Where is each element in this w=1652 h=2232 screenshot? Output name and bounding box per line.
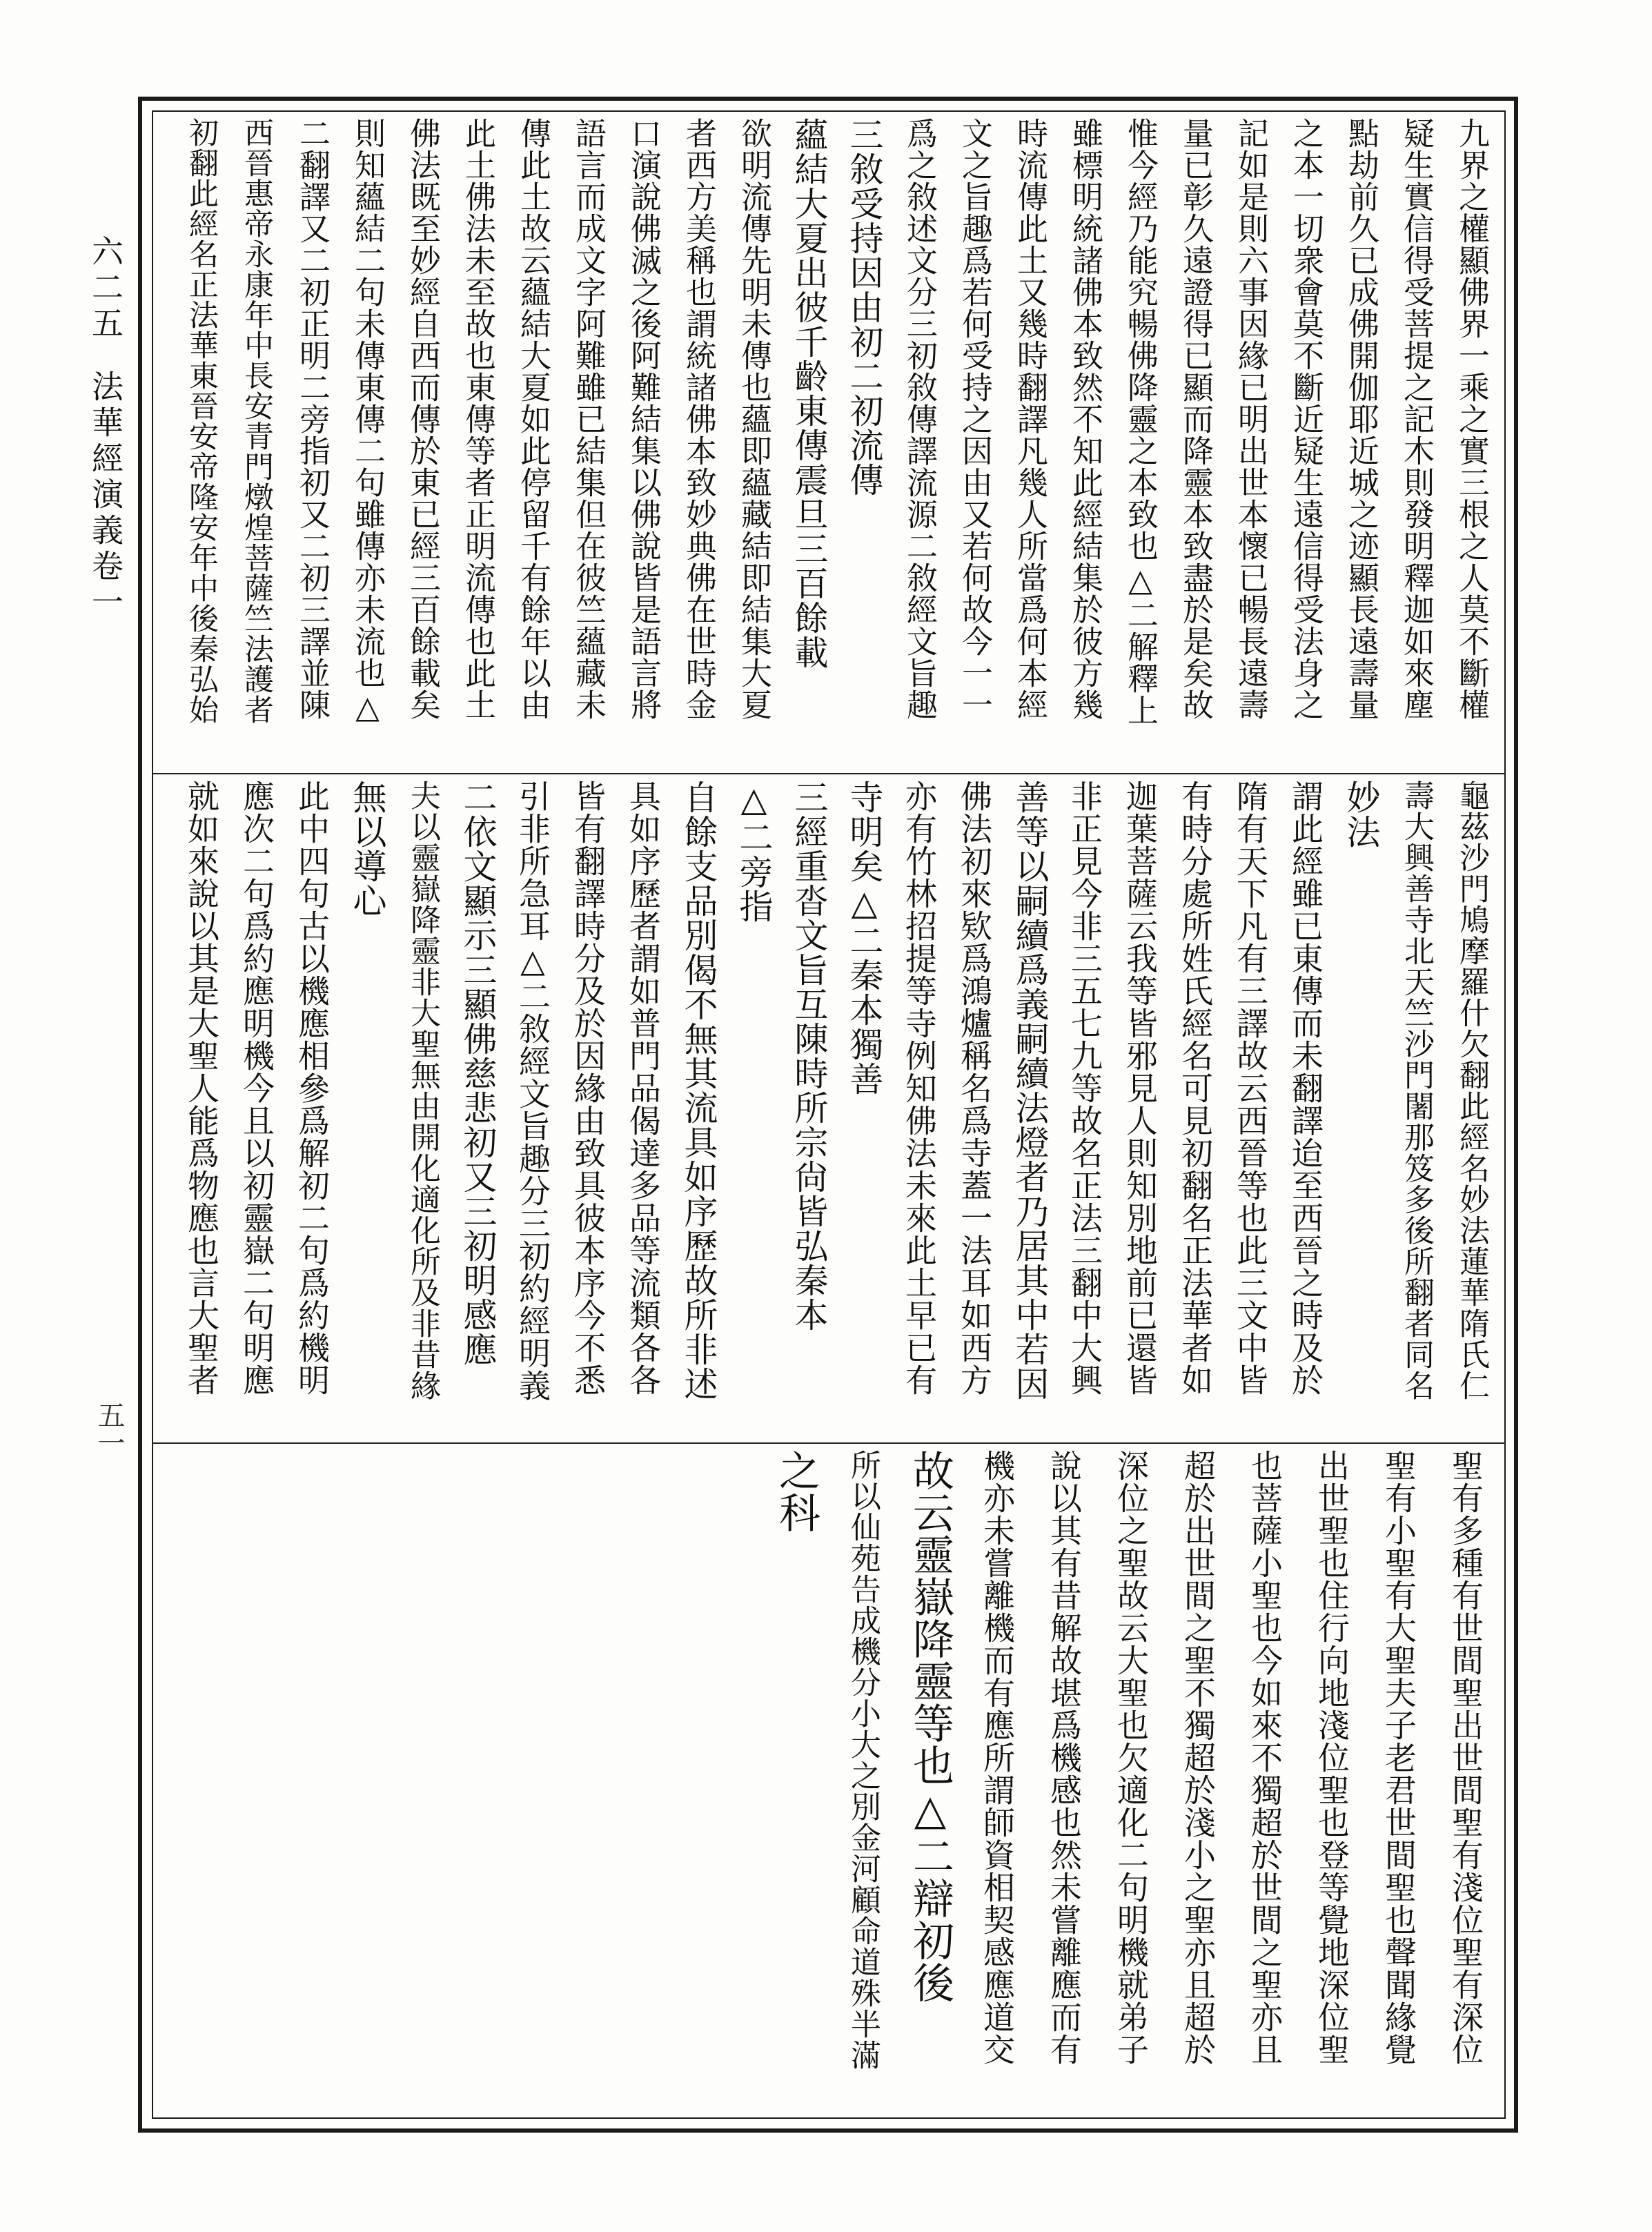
text-column: 蘊結大夏出彼千齡東傳震旦三百餘載 bbox=[789, 117, 829, 669]
text-column: 迦葉菩薩云我等皆邪見人則知別地前已還皆 bbox=[1121, 780, 1159, 1396]
text-column: 應次二句爲約應明機今且以初靈嶽二句明應 bbox=[238, 780, 275, 1396]
text-column: △二旁指 bbox=[734, 780, 774, 923]
text-column: 文之旨趣爲若何受持之因由又若何故今一一 bbox=[956, 117, 993, 721]
text-column: 疑生實信得受菩提之記木則發明釋迦如來塵 bbox=[1398, 117, 1435, 721]
text-column: 隋有天下凡有三譯故云西晉等也此三文中皆 bbox=[1232, 780, 1269, 1396]
text-column: 超於出世間之聖不獨超於淺小之聖亦且超於 bbox=[1179, 1449, 1217, 2066]
text-column: 亦有竹林招提等寺例知佛法未來此土早已有 bbox=[901, 780, 938, 1396]
text-column: 引非所急耳△二敘經文旨趣分三初約經明義 bbox=[514, 780, 551, 1402]
text-column: 有時分處所姓氏經名可見初翻名正法華者如 bbox=[1177, 780, 1214, 1396]
text-column: 佛法既至妙經自西而傳於東已經三百餘載矣 bbox=[404, 117, 441, 721]
text-column: 皆有翻譯時分及於因緣由致具彼本序今不悉 bbox=[569, 780, 607, 1396]
text-column: 出世聖也住行向地淺位聖也登等覺地深位聖 bbox=[1313, 1449, 1350, 2066]
book-title: 法華經演義卷一 bbox=[87, 370, 124, 621]
text-column: 深位之聖故云大聖也欠適化二句明機就弟子 bbox=[1112, 1449, 1150, 2066]
text-column: 此土佛法未至故也東傳等者正明流傳也此土 bbox=[460, 117, 496, 721]
text-column: 自餘支品別偈不無其流具如序歷故所非述 bbox=[679, 780, 718, 1401]
text-column: 也菩薩小聖也今如來不獨超於世間之聖亦且 bbox=[1246, 1449, 1284, 2066]
text-column: 謂此經雖已東傳而未翻譯迨至西晉之時及於 bbox=[1287, 780, 1324, 1396]
text-column: 三敘受持因由初二初流傳 bbox=[845, 117, 884, 497]
text-column: 時流傳此土又幾時翻譯凡幾人所當爲何本經 bbox=[1012, 117, 1048, 721]
page-number: 六二五 bbox=[87, 235, 124, 342]
text-block-middle bbox=[159, 780, 1499, 1436]
margin-header bbox=[83, 235, 128, 621]
section-divider-lower bbox=[152, 1442, 1506, 1444]
text-column: 惟今經乃能究暢佛降靈之本致也△二解釋上 bbox=[1122, 117, 1159, 726]
text-column: 壽大興善寺北天竺沙門闍那笈多後所翻者同名 bbox=[1399, 780, 1434, 1401]
text-column: 故云靈嶽降靈等也△二辯初後 bbox=[906, 1449, 954, 2004]
text-column: 初翻此經名正法華東晉安帝隆安年中後秦弘始 bbox=[184, 117, 219, 725]
text-column: 寺明矣△二秦本獨善 bbox=[845, 780, 884, 1096]
text-column: 無以導心 bbox=[348, 780, 387, 918]
text-column: 就如來說以其是大聖人能爲物應也言大聖者 bbox=[183, 780, 220, 1396]
text-column: 口演說佛滅之後阿難結集以佛說皆是語言將 bbox=[625, 117, 662, 721]
text-column: 傳此土故云蘊結大夏如此停留千有餘年以由 bbox=[515, 117, 551, 721]
text-column: 說以其有昔解故堪爲機感也然未嘗離應而有 bbox=[1045, 1449, 1083, 2066]
text-column: 所以仙苑告成機分小大之別金河顧命道殊半滿 bbox=[845, 1449, 881, 2071]
text-column: 聖有多種有世間聖出世間聖有淺位聖有深位 bbox=[1447, 1449, 1484, 2066]
text-column: 聖有小聖有大聖夫子老君世間聖也聲聞緣覺 bbox=[1380, 1449, 1417, 2066]
text-column: 佛法初來欵爲鴻爐稱名爲寺蓋一法耳如西方 bbox=[956, 780, 993, 1396]
text-column: 雖標明統諸佛本致然不知此經結集於彼方幾 bbox=[1067, 117, 1103, 721]
text-column: 爲之敘述文分三初敘傳譯流源二敘經文旨趣 bbox=[901, 117, 938, 721]
text-column: 妙法 bbox=[1341, 780, 1381, 849]
text-column: 語言而成文字阿難雖已結集但在彼竺蘊藏未 bbox=[570, 117, 607, 721]
text-column: 則知蘊結二句未傳東傳二句雖傳亦未流也△ bbox=[349, 117, 386, 726]
text-column: 二翻譯又二初正明二旁指初又二初三譯並陳 bbox=[294, 117, 331, 721]
text-column: 具如序歷者謂如普門品偈達多品等流類各各 bbox=[625, 780, 662, 1396]
text-column: 非正見今非三五七九等故名正法三翻中大興 bbox=[1066, 780, 1103, 1396]
text-column: 九界之權顯佛界一乘之實三根之人莫不斷權 bbox=[1453, 117, 1490, 721]
text-column: 欲明流傳先明未傳也蘊即蘊藏結即結集大夏 bbox=[736, 117, 772, 721]
text-column: 之科 bbox=[772, 1449, 820, 1534]
text-column: 量已彰久遠證得已顯而降靈本致盡於是矣故 bbox=[1177, 117, 1214, 721]
text-column: 二依文顯示三顯佛慈悲初又三初明感應 bbox=[458, 780, 498, 1367]
text-column: 之本一切衆會莫不斷近疑生遠信得受法身之 bbox=[1288, 117, 1324, 721]
folio-number: 五一 bbox=[93, 1401, 125, 1456]
text-column: 西晉惠帝永康年中長安青門燉煌菩薩竺法護者 bbox=[239, 117, 274, 725]
text-column: 機亦未嘗離機而有應所謂師資相契感應道交 bbox=[979, 1449, 1016, 2066]
text-column: 記如是則六事因緣已明出世本懷已暢長遠壽 bbox=[1232, 117, 1269, 721]
text-block-top bbox=[159, 117, 1499, 766]
text-column: 善等以嗣續爲義嗣續法燈者乃居其中若因 bbox=[1010, 780, 1050, 1401]
text-block-bottom bbox=[159, 1449, 1499, 2112]
text-column: 者西方美稱也謂統諸佛本致妙典佛在世時金 bbox=[680, 117, 717, 721]
text-column: 夫以靈嶽降靈非大聖無由開化適化所及非昔緣 bbox=[405, 780, 440, 1401]
text-column: 三經重沓文旨互陳時所宗尙皆弘秦本 bbox=[789, 780, 829, 1332]
text-column: 點劫前久已成佛開伽耶近城之迹顯長遠壽量 bbox=[1343, 117, 1379, 721]
text-column: 龜茲沙門鳩摩羅什欠翻此經名妙法蓮華隋氏仁 bbox=[1454, 780, 1489, 1401]
section-divider-upper bbox=[152, 773, 1506, 774]
text-column: 此中四句古以機應相參爲解初二句爲約機明 bbox=[293, 780, 331, 1396]
